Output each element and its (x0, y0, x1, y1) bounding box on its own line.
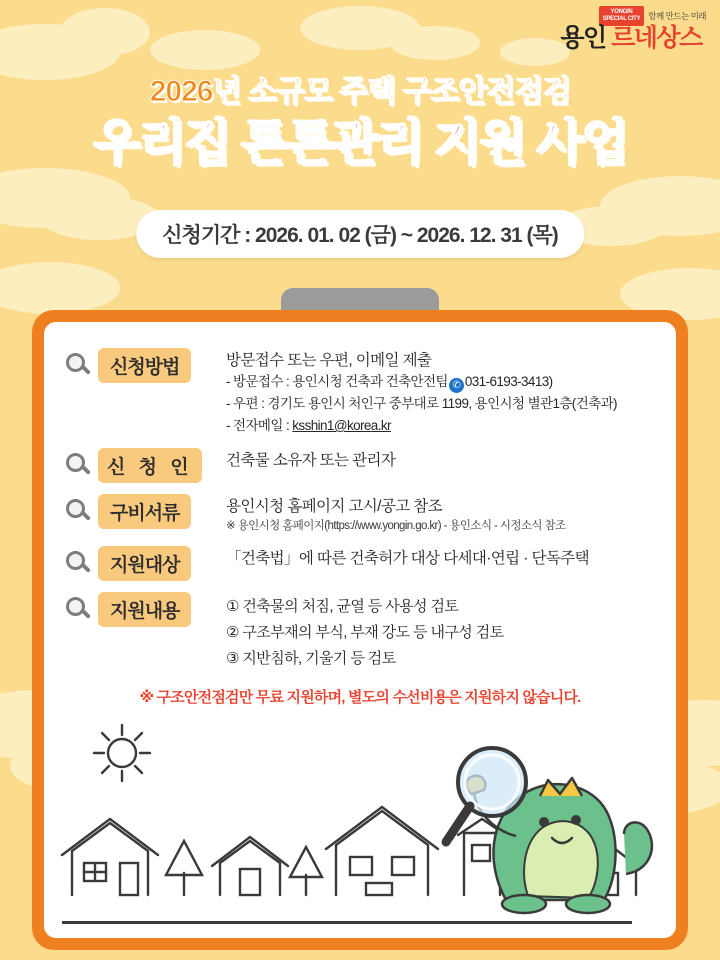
logo-wordmark: 용인 르네상스 (560, 24, 702, 52)
phone-icon: ✆ (449, 378, 464, 393)
magnifier-icon (66, 353, 92, 379)
illustration (44, 723, 676, 938)
section-required-documents (66, 494, 654, 535)
section-main-text: 건축물 소유자 또는 관리자 (226, 452, 396, 469)
section-main-text: 용인시청 홈페이지 고시/공고 참조 (226, 498, 443, 515)
section-label: 신청방법 (98, 348, 191, 383)
section-label: 신 청 인 (98, 448, 202, 483)
logo-tagline: 함께 만드는 미래 (648, 11, 706, 21)
section-line-2: - 우편 : 경기도 용인시 처인구 중부대로 1199, 용인시청 별관1층(건축과) (226, 396, 617, 411)
section-label: 지원내용 (98, 592, 191, 627)
support-item-3: ③ 지반침하, 기울기 등 검토 (226, 650, 396, 667)
title-line-1: 2026년 소규모 주택 구조안전점검 (149, 75, 571, 108)
title-line-2: 우리집 튼튼관리 지원 사업 (93, 116, 627, 170)
logo-badge: YONGIN SPECIAL CITY (599, 6, 645, 26)
email-link[interactable]: ksshin1@korea.kr (292, 418, 391, 433)
section-note: ※ 용인시청 홈페이지(https://www.yongin.go.kr) - 용인소식 - 시정소식 참조 (226, 520, 566, 532)
poster-title (0, 66, 720, 172)
city-logo (556, 6, 706, 51)
clipboard-board (32, 310, 688, 950)
section-main-text: 방문접수 또는 우편, 이메일 제출 (226, 352, 432, 369)
section-label: 구비서류 (98, 494, 191, 529)
magnifier-icon (66, 551, 92, 577)
section-label: 지원대상 (98, 546, 191, 581)
magnifier-icon (66, 499, 92, 525)
section-line-1: - 방문접수 : 용인시청 건축과 건축안전팀 ✆ 031-6193-3413) (226, 374, 553, 391)
support-item-2: ② 구조부재의 부식, 부재 강도 등 내구성 검토 (226, 624, 504, 641)
section-application-method (66, 348, 654, 437)
section-eligibility (66, 546, 654, 581)
support-item-1: ① 건축물의 처짐, 균열 등 사용성 검토 (226, 598, 459, 615)
magnifier-icon (66, 453, 92, 479)
magnifier-icon-large (438, 738, 548, 868)
clipboard-paper (44, 322, 676, 938)
section-line-3: - 전자메일 : ksshin1@korea.kr (226, 418, 391, 433)
section-main-text: 「건축법」에 따른 건축허가 대상 다세대·연립 · 단독주택 (226, 550, 589, 567)
section-support-details (66, 592, 654, 672)
magnifier-icon (66, 597, 92, 623)
logo-accent: 르네상스 (611, 24, 702, 52)
notice-text: ※ 구조안전점검만 무료 지원하며, 별도의 수선비용은 지원하지 않습니다. (139, 689, 581, 706)
section-applicant (66, 448, 654, 483)
application-period: 신청기간 : 2026. 01. 02 (금) ~ 2026. 12. 31 (목) (136, 210, 584, 258)
